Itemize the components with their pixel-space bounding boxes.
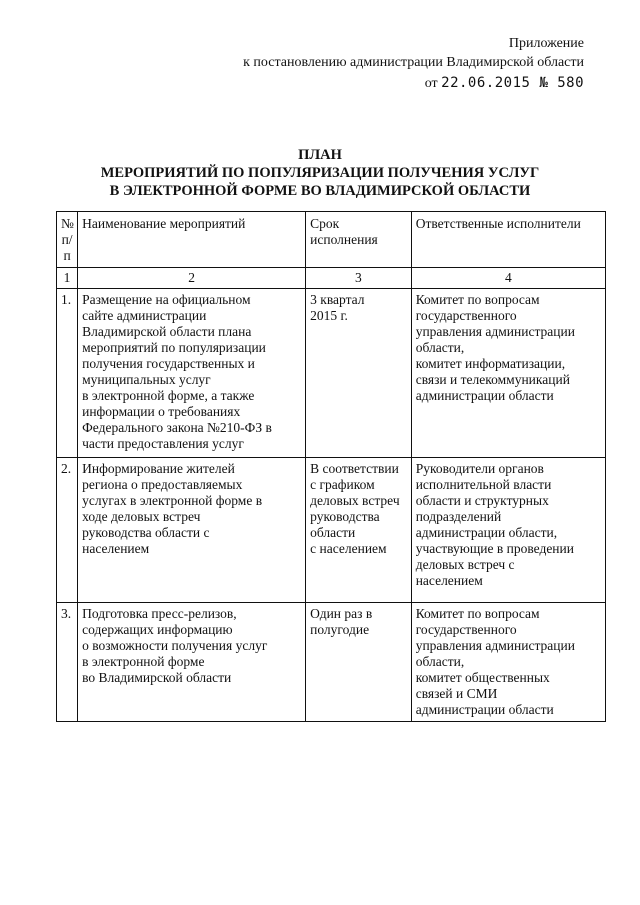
row-exec: Комитет по вопросам государственного управления администрации области, комитет информатизации, связи и телекоммуникаций администрации области bbox=[411, 289, 605, 458]
row-term: Один раз в полугодие bbox=[306, 603, 412, 722]
date-number-stamp: 22.06.2015 № 580 bbox=[441, 75, 584, 91]
row-exec: Руководители органов исполнительной власти области и структурных подразделений администрации области, участвующие в проведении деловых встреч с населением bbox=[411, 458, 605, 603]
table-row bbox=[57, 289, 606, 458]
row-num: 3. bbox=[57, 603, 78, 722]
row-term: В соответствии с графиком деловых встреч руководства области с населением bbox=[306, 458, 412, 603]
table-index-row bbox=[57, 268, 606, 289]
row-term: 3 квартал 2015 г. bbox=[306, 289, 412, 458]
title-line-1: ПЛАН bbox=[298, 147, 342, 163]
header-term: Срок исполнения bbox=[306, 212, 412, 268]
header-name: Наименование мероприятий bbox=[78, 212, 306, 268]
index-cell: 1 bbox=[57, 268, 78, 289]
row-name: Подготовка пресс-релизов, содержащих информацию о возможности получения услуг в электронной форме во Владимирской области bbox=[78, 603, 306, 722]
title-line-2: МЕРОПРИЯТИЙ ПО ПОПУЛЯРИЗАЦИИ ПОЛУЧЕНИЯ УСЛУГ bbox=[100, 165, 540, 181]
table-header-row bbox=[57, 212, 606, 268]
index-cell: 2 bbox=[78, 268, 306, 289]
row-name: Информирование жителей региона о предоставляемых услугах в электронной форме в ходе деловых встреч руководства области с населением bbox=[78, 458, 306, 603]
row-name: Размещение на официальном сайте администрации Владимирской области плана мероприятий по популяризации получения государственных и муниципальных услуг в электронной форме, а также информации о требованиях Федерального закона №210-ФЗ в части предоставления услуг bbox=[78, 289, 306, 458]
appendix-label: Приложение bbox=[508, 36, 584, 51]
header-num: № п/п bbox=[57, 212, 78, 268]
document-title bbox=[0, 146, 640, 200]
header-exec: Ответственные исполнители bbox=[411, 212, 605, 268]
measures-table bbox=[56, 211, 606, 722]
date-prefix: от bbox=[424, 76, 438, 91]
row-num: 2. bbox=[57, 458, 78, 603]
index-cell: 3 bbox=[306, 268, 412, 289]
resolution-date-line bbox=[243, 74, 584, 93]
document-header bbox=[243, 34, 584, 93]
resolution-reference: к постановлению администрации Владимирской области bbox=[243, 55, 584, 70]
row-exec: Комитет по вопросам государственного управления администрации области, комитет общественных связей и СМИ администрации области bbox=[411, 603, 605, 722]
table-row bbox=[57, 603, 606, 722]
table-row bbox=[57, 458, 606, 603]
index-cell: 4 bbox=[411, 268, 605, 289]
row-num: 1. bbox=[57, 289, 78, 458]
title-line-3: В ЭЛЕКТРОННОЙ ФОРМЕ ВО ВЛАДИМИРСКОЙ ОБЛАСТИ bbox=[109, 183, 531, 199]
